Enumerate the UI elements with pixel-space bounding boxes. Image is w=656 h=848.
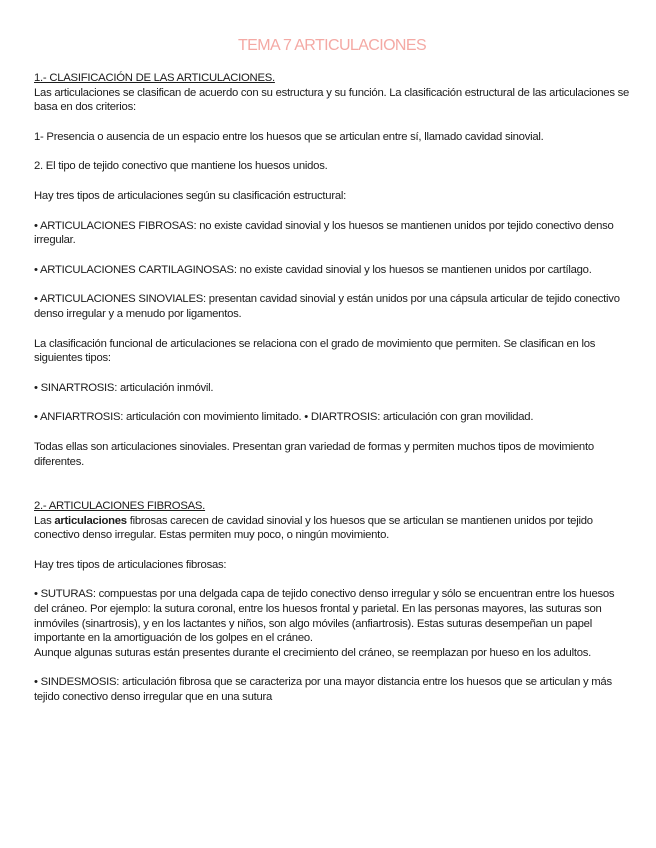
section-2-intro-prefix: Las bbox=[34, 514, 55, 527]
section-2-intro-suffix: fibrosas carecen de cavidad sinovial y los huesos que se articulan se mantienen unidos por tejido conectivo denso irregular. Estas permiten muy poco, o ningún movimiento. bbox=[34, 514, 593, 542]
section-1-heading: 1.- CLASIFICACIÓN DE LAS ARTICULACIONES. bbox=[34, 72, 275, 84]
fibrous-types-intro: Hay tres tipos de articulaciones fibrosas: bbox=[34, 558, 227, 571]
amphiarthrosis-diarthrosis-item: • ANFIARTROSIS: articulación con movimiento limitado. • DIARTROSIS: articulación con gran movilidad. bbox=[34, 411, 534, 424]
fibrous-joints-item: • ARTICULACIONES FIBROSAS: no existe cavidad sinovial y los huesos se mantienen unidos por tejido conectivo denso irregular. bbox=[34, 219, 614, 247]
section-2-intro bbox=[34, 514, 630, 543]
structural-types-intro: Hay tres tipos de articulaciones según su clasificación estructural: bbox=[34, 189, 347, 202]
synarthrosis-item: • SINARTROSIS: articulación inmóvil. bbox=[34, 381, 214, 394]
functional-classification-intro: La clasificación funcional de articulaciones se relaciona con el grado de movimiento que permiten. Se clasifican en los siguientes tipos: bbox=[34, 337, 596, 365]
cartilaginous-joints-item: • ARTICULACIONES CARTILAGINOSAS: no existe cavidad sinovial y los huesos se mantienen unidos por cartílago. bbox=[34, 263, 592, 276]
syndesmosis-item: • SINDESMOSIS: articulación fibrosa que se caracteriza por una mayor distancia entre los huesos que se articulan y más tejido conectivo denso irregular que en una sutura bbox=[34, 676, 612, 704]
synovial-joints-item: • ARTICULACIONES SINOVIALES: presentan cavidad sinovial y están unidos por una cápsula articular de tejido conectivo denso irregular y a menudo por ligamentos. bbox=[34, 293, 620, 320]
sutures-note: Aunque algunas suturas están presentes durante el crecimiento del cráneo, se reemplazan por hueso en los adultos. bbox=[34, 646, 592, 659]
document-page bbox=[34, 36, 630, 720]
criterion-2: 2. El tipo de tejido conectivo que mantiene los huesos unidos. bbox=[34, 160, 328, 173]
section-2-heading: 2.- ARTICULACIONES FIBROSAS. bbox=[34, 500, 206, 513]
criterion-1: 1- Presencia o ausencia de un espacio entre los huesos que se articulan entre sí, llamado cavidad sinovial. bbox=[34, 130, 544, 143]
section-1-closing: Todas ellas son articulaciones sinoviales. Presentan gran variedad de formas y permiten muchos tipos de movimiento diferentes. bbox=[34, 440, 594, 468]
section-1-intro: Las articulaciones se clasifican de acuerdo con su estructura y su función. La clasificación estructural de las articulaciones se basa en dos criterios: bbox=[34, 86, 630, 114]
sutures-item: • SUTURAS: compuestas por una delgada capa de tejido conectivo denso irregular y sólo se encuentran entre los huesos del cráneo. Por ejemplo: la sutura coronal, entre los huesos frontal y parietal. En las personas mayores, las suturas son inmóviles (sinartrosis), y en los lactantes y niños, son algo móviles (anfiartrosis). Estas suturas desempeñan un papel importante en la amortiguación de los golpes en el cráneo. bbox=[34, 588, 615, 645]
document-title: TEMA 7 ARTICULACIONES bbox=[237, 37, 427, 54]
section-2-intro-bold: articulaciones bbox=[54, 514, 127, 527]
